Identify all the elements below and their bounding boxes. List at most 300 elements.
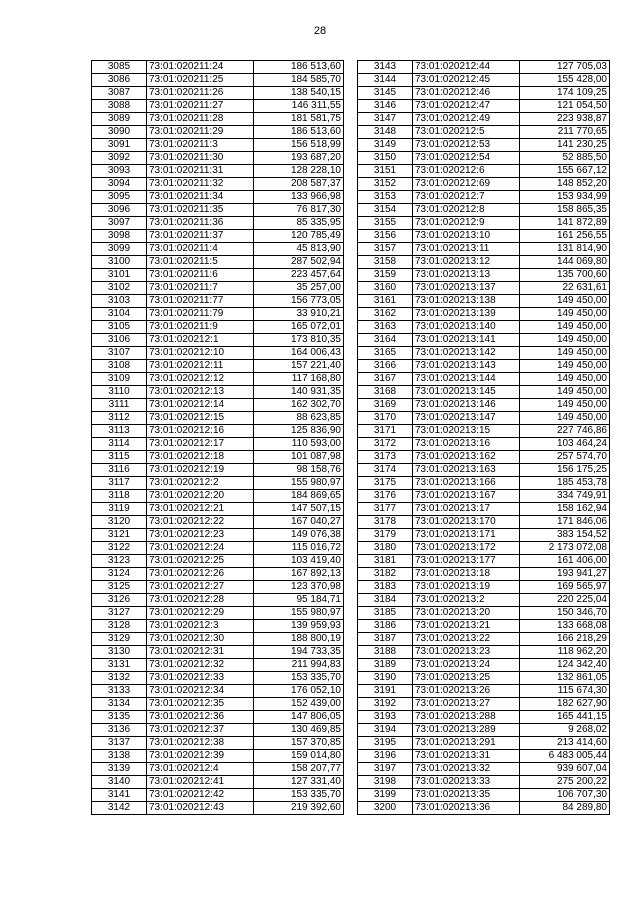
cadastral-number: 73:01:020213:167 bbox=[413, 490, 520, 503]
cadastral-number: 73:01:020213:26 bbox=[413, 685, 520, 698]
table-row bbox=[92, 672, 344, 685]
table-row bbox=[358, 672, 610, 685]
cadastral-value: 149 450,00 bbox=[520, 360, 610, 373]
table-row bbox=[358, 399, 610, 412]
cadastral-number: 73:01:020212:30 bbox=[147, 633, 254, 646]
table-row bbox=[92, 204, 344, 217]
cadastral-value: 213 414,60 bbox=[520, 737, 610, 750]
row-number: 3171 bbox=[358, 425, 413, 438]
table-row bbox=[92, 282, 344, 295]
cadastral-number: 73:01:020212:49 bbox=[413, 113, 520, 126]
table-row bbox=[358, 113, 610, 126]
cadastral-value: 147 806,05 bbox=[254, 711, 344, 724]
table-row bbox=[92, 607, 344, 620]
cadastral-number: 73:01:020213:142 bbox=[413, 347, 520, 360]
row-number: 3192 bbox=[358, 698, 413, 711]
registry-table-left bbox=[91, 60, 344, 815]
table-row bbox=[358, 282, 610, 295]
cadastral-value: 133 668,08 bbox=[520, 620, 610, 633]
table-row bbox=[358, 126, 610, 139]
cadastral-value: 227 746,86 bbox=[520, 425, 610, 438]
cadastral-value: 156 175,25 bbox=[520, 464, 610, 477]
table-row bbox=[92, 126, 344, 139]
row-number: 3175 bbox=[358, 477, 413, 490]
cadastral-number: 73:01:020213:24 bbox=[413, 659, 520, 672]
row-number: 3156 bbox=[358, 230, 413, 243]
cadastral-number: 73:01:020212:25 bbox=[147, 555, 254, 568]
cadastral-value: 182 627,90 bbox=[520, 698, 610, 711]
row-number: 3131 bbox=[92, 659, 147, 672]
cadastral-value: 101 087,98 bbox=[254, 451, 344, 464]
table-row bbox=[92, 269, 344, 282]
cadastral-number: 73:01:020212:12 bbox=[147, 373, 254, 386]
table-row bbox=[358, 724, 610, 737]
cadastral-value: 149 450,00 bbox=[520, 308, 610, 321]
table-row bbox=[92, 516, 344, 529]
row-number: 3086 bbox=[92, 74, 147, 87]
row-number: 3133 bbox=[92, 685, 147, 698]
cadastral-number: 73:01:020212:20 bbox=[147, 490, 254, 503]
cadastral-value: 132 861,05 bbox=[520, 672, 610, 685]
table-row bbox=[358, 295, 610, 308]
cadastral-number: 73:01:020213:177 bbox=[413, 555, 520, 568]
cadastral-number: 73:01:020213:21 bbox=[413, 620, 520, 633]
cadastral-value: 167 892,13 bbox=[254, 568, 344, 581]
cadastral-number: 73:01:020212:16 bbox=[147, 425, 254, 438]
row-number: 3126 bbox=[92, 594, 147, 607]
cadastral-number: 73:01:020211:9 bbox=[147, 321, 254, 334]
cadastral-number: 73:01:020212:46 bbox=[413, 87, 520, 100]
cadastral-number: 73:01:020211:34 bbox=[147, 191, 254, 204]
cadastral-value: 219 392,60 bbox=[254, 802, 344, 815]
cadastral-value: 149 450,00 bbox=[520, 295, 610, 308]
cadastral-value: 193 941,27 bbox=[520, 568, 610, 581]
cadastral-number: 73:01:020211:35 bbox=[147, 204, 254, 217]
cadastral-number: 73:01:020212:29 bbox=[147, 607, 254, 620]
cadastral-number: 73:01:020212:32 bbox=[147, 659, 254, 672]
table-row bbox=[358, 178, 610, 191]
cadastral-number: 73:01:020212:18 bbox=[147, 451, 254, 464]
row-number: 3139 bbox=[92, 763, 147, 776]
cadastral-value: 120 785,49 bbox=[254, 230, 344, 243]
row-number: 3111 bbox=[92, 399, 147, 412]
cadastral-number: 73:01:020213:16 bbox=[413, 438, 520, 451]
table-row bbox=[358, 763, 610, 776]
cadastral-number: 73:01:020211:4 bbox=[147, 243, 254, 256]
row-number: 3189 bbox=[358, 659, 413, 672]
table-row bbox=[92, 61, 344, 74]
table-row bbox=[358, 464, 610, 477]
row-number: 3193 bbox=[358, 711, 413, 724]
cadastral-number: 73:01:020213:11 bbox=[413, 243, 520, 256]
table-row bbox=[92, 321, 344, 334]
row-number: 3135 bbox=[92, 711, 147, 724]
cadastral-number: 73:01:020211:3 bbox=[147, 139, 254, 152]
table-row bbox=[358, 555, 610, 568]
row-number: 3153 bbox=[358, 191, 413, 204]
table-row bbox=[358, 191, 610, 204]
cadastral-number: 73:01:020212:7 bbox=[413, 191, 520, 204]
cadastral-number: 73:01:020213:172 bbox=[413, 542, 520, 555]
cadastral-number: 73:01:020212:42 bbox=[147, 789, 254, 802]
cadastral-number: 73:01:020212:10 bbox=[147, 347, 254, 360]
cadastral-number: 73:01:020213:25 bbox=[413, 672, 520, 685]
row-number: 3105 bbox=[92, 321, 147, 334]
row-number: 3093 bbox=[92, 165, 147, 178]
row-number: 3120 bbox=[92, 516, 147, 529]
row-number: 3112 bbox=[92, 412, 147, 425]
table-row bbox=[92, 100, 344, 113]
row-number: 3182 bbox=[358, 568, 413, 581]
table-row bbox=[92, 529, 344, 542]
cadastral-value: 157 370,85 bbox=[254, 737, 344, 750]
row-number: 3098 bbox=[92, 230, 147, 243]
table-row bbox=[92, 464, 344, 477]
cadastral-value: 156 773,05 bbox=[254, 295, 344, 308]
cadastral-value: 52 885,50 bbox=[520, 152, 610, 165]
cadastral-number: 73:01:020213:289 bbox=[413, 724, 520, 737]
cadastral-value: 176 052,10 bbox=[254, 685, 344, 698]
cadastral-value: 131 814,90 bbox=[520, 243, 610, 256]
table-row bbox=[92, 256, 344, 269]
row-number: 3125 bbox=[92, 581, 147, 594]
row-number: 3090 bbox=[92, 126, 147, 139]
cadastral-number: 73:01:020212:8 bbox=[413, 204, 520, 217]
row-number: 3180 bbox=[358, 542, 413, 555]
cadastral-value: 211 770,65 bbox=[520, 126, 610, 139]
table-row bbox=[92, 425, 344, 438]
table-row bbox=[358, 698, 610, 711]
cadastral-number: 73:01:020213:288 bbox=[413, 711, 520, 724]
row-number: 3110 bbox=[92, 386, 147, 399]
cadastral-number: 73:01:020213:143 bbox=[413, 360, 520, 373]
cadastral-value: 223 457,64 bbox=[254, 269, 344, 282]
row-number: 3181 bbox=[358, 555, 413, 568]
cadastral-value: 140 931,35 bbox=[254, 386, 344, 399]
cadastral-value: 138 540,15 bbox=[254, 87, 344, 100]
table-row bbox=[92, 139, 344, 152]
row-number: 3198 bbox=[358, 776, 413, 789]
row-number: 3164 bbox=[358, 334, 413, 347]
cadastral-value: 88 623,85 bbox=[254, 412, 344, 425]
cadastral-value: 158 207,77 bbox=[254, 763, 344, 776]
cadastral-number: 73:01:020213:162 bbox=[413, 451, 520, 464]
cadastral-number: 73:01:020212:45 bbox=[413, 74, 520, 87]
cadastral-number: 73:01:020211:31 bbox=[147, 165, 254, 178]
table-row bbox=[358, 711, 610, 724]
cadastral-number: 73:01:020211:29 bbox=[147, 126, 254, 139]
table-row bbox=[92, 698, 344, 711]
row-number: 3177 bbox=[358, 503, 413, 516]
row-number: 3100 bbox=[92, 256, 147, 269]
cadastral-number: 73:01:020213:141 bbox=[413, 334, 520, 347]
table-row bbox=[358, 516, 610, 529]
table-row bbox=[358, 87, 610, 100]
cadastral-value: 124 342,40 bbox=[520, 659, 610, 672]
cadastral-value: 275 200,22 bbox=[520, 776, 610, 789]
cadastral-number: 73:01:020211:25 bbox=[147, 74, 254, 87]
table-row bbox=[92, 633, 344, 646]
cadastral-value: 144 069,80 bbox=[520, 256, 610, 269]
cadastral-number: 73:01:020212:44 bbox=[413, 61, 520, 74]
cadastral-number: 73:01:020212:5 bbox=[413, 126, 520, 139]
cadastral-value: 186 513,60 bbox=[254, 126, 344, 139]
row-number: 3163 bbox=[358, 321, 413, 334]
table-row bbox=[92, 659, 344, 672]
row-number: 3157 bbox=[358, 243, 413, 256]
cadastral-number: 73:01:020213:12 bbox=[413, 256, 520, 269]
registry-table-right bbox=[357, 60, 610, 815]
cadastral-value: 125 836,90 bbox=[254, 425, 344, 438]
table-row bbox=[92, 555, 344, 568]
row-number: 3130 bbox=[92, 646, 147, 659]
cadastral-number: 73:01:020212:33 bbox=[147, 672, 254, 685]
table-row bbox=[358, 607, 610, 620]
table-row bbox=[92, 789, 344, 802]
cadastral-number: 73:01:020211:26 bbox=[147, 87, 254, 100]
table-row bbox=[92, 438, 344, 451]
page-number: 28 bbox=[313, 25, 327, 37]
row-number: 3145 bbox=[358, 87, 413, 100]
table-row bbox=[92, 568, 344, 581]
row-number: 3141 bbox=[92, 789, 147, 802]
cadastral-number: 73:01:020212:54 bbox=[413, 152, 520, 165]
table-row bbox=[358, 490, 610, 503]
cadastral-value: 155 667,12 bbox=[520, 165, 610, 178]
table-row bbox=[358, 685, 610, 698]
table-row bbox=[92, 724, 344, 737]
row-number: 3179 bbox=[358, 529, 413, 542]
cadastral-value: 334 749,91 bbox=[520, 490, 610, 503]
table-row bbox=[92, 386, 344, 399]
row-number: 3146 bbox=[358, 100, 413, 113]
table-row bbox=[358, 646, 610, 659]
row-number: 3123 bbox=[92, 555, 147, 568]
row-number: 3117 bbox=[92, 477, 147, 490]
cadastral-number: 73:01:020213:139 bbox=[413, 308, 520, 321]
cadastral-number: 73:01:020213:291 bbox=[413, 737, 520, 750]
cadastral-number: 73:01:020211:28 bbox=[147, 113, 254, 126]
cadastral-number: 73:01:020212:41 bbox=[147, 776, 254, 789]
row-number: 3148 bbox=[358, 126, 413, 139]
table-row bbox=[358, 438, 610, 451]
cadastral-value: 22 631,61 bbox=[520, 282, 610, 295]
table-row bbox=[358, 204, 610, 217]
table-row bbox=[358, 152, 610, 165]
row-number: 3160 bbox=[358, 282, 413, 295]
table-row bbox=[358, 321, 610, 334]
cadastral-value: 155 980,97 bbox=[254, 477, 344, 490]
cadastral-value: 158 162,94 bbox=[520, 503, 610, 516]
cadastral-value: 9 268,02 bbox=[520, 724, 610, 737]
table-row bbox=[358, 594, 610, 607]
row-number: 3200 bbox=[358, 802, 413, 815]
cadastral-value: 149 450,00 bbox=[520, 347, 610, 360]
table-row bbox=[358, 373, 610, 386]
cadastral-value: 115 674,30 bbox=[520, 685, 610, 698]
cadastral-value: 150 346,70 bbox=[520, 607, 610, 620]
table-row bbox=[92, 217, 344, 230]
cadastral-value: 194 733,35 bbox=[254, 646, 344, 659]
row-number: 3140 bbox=[92, 776, 147, 789]
table-row bbox=[358, 659, 610, 672]
cadastral-value: 6 483 005,44 bbox=[520, 750, 610, 763]
table-row bbox=[358, 620, 610, 633]
row-number: 3096 bbox=[92, 204, 147, 217]
row-number: 3134 bbox=[92, 698, 147, 711]
table-row bbox=[358, 217, 610, 230]
cadastral-value: 211 994,83 bbox=[254, 659, 344, 672]
cadastral-number: 73:01:020211:6 bbox=[147, 269, 254, 282]
table-row bbox=[358, 386, 610, 399]
cadastral-value: 135 700,60 bbox=[520, 269, 610, 282]
table-row bbox=[358, 581, 610, 594]
cadastral-number: 73:01:020213:144 bbox=[413, 373, 520, 386]
cadastral-number: 73:01:020212:31 bbox=[147, 646, 254, 659]
table-row bbox=[358, 568, 610, 581]
cadastral-number: 73:01:020213:27 bbox=[413, 698, 520, 711]
row-number: 3118 bbox=[92, 490, 147, 503]
table-row bbox=[92, 763, 344, 776]
cadastral-value: 123 370,98 bbox=[254, 581, 344, 594]
cadastral-value: 939 607,04 bbox=[520, 763, 610, 776]
cadastral-value: 184 869,65 bbox=[254, 490, 344, 503]
row-number: 3185 bbox=[358, 607, 413, 620]
row-number: 3089 bbox=[92, 113, 147, 126]
table-row bbox=[92, 542, 344, 555]
row-number: 3103 bbox=[92, 295, 147, 308]
table-row bbox=[92, 776, 344, 789]
cadastral-number: 73:01:020212:28 bbox=[147, 594, 254, 607]
table-row bbox=[92, 152, 344, 165]
cadastral-value: 121 054,50 bbox=[520, 100, 610, 113]
cadastral-number: 73:01:020212:53 bbox=[413, 139, 520, 152]
row-number: 3092 bbox=[92, 152, 147, 165]
cadastral-value: 152 439,00 bbox=[254, 698, 344, 711]
cadastral-value: 165 072,01 bbox=[254, 321, 344, 334]
row-number: 3172 bbox=[358, 438, 413, 451]
cadastral-number: 73:01:020211:7 bbox=[147, 282, 254, 295]
cadastral-value: 149 450,00 bbox=[520, 373, 610, 386]
row-number: 3169 bbox=[358, 399, 413, 412]
row-number: 3116 bbox=[92, 464, 147, 477]
row-number: 3162 bbox=[358, 308, 413, 321]
row-number: 3097 bbox=[92, 217, 147, 230]
cadastral-value: 141 230,25 bbox=[520, 139, 610, 152]
cadastral-number: 73:01:020212:3 bbox=[147, 620, 254, 633]
table-row bbox=[92, 334, 344, 347]
cadastral-number: 73:01:020213:140 bbox=[413, 321, 520, 334]
row-number: 3155 bbox=[358, 217, 413, 230]
cadastral-number: 73:01:020212:6 bbox=[413, 165, 520, 178]
table-row bbox=[92, 451, 344, 464]
table-row bbox=[92, 685, 344, 698]
cadastral-value: 185 453,78 bbox=[520, 477, 610, 490]
table-row bbox=[92, 373, 344, 386]
cadastral-value: 188 800,19 bbox=[254, 633, 344, 646]
row-number: 3173 bbox=[358, 451, 413, 464]
cadastral-value: 110 593,00 bbox=[254, 438, 344, 451]
row-number: 3106 bbox=[92, 334, 147, 347]
cadastral-number: 73:01:020212:15 bbox=[147, 412, 254, 425]
cadastral-value: 103 419,40 bbox=[254, 555, 344, 568]
table-row bbox=[358, 360, 610, 373]
cadastral-value: 169 565,97 bbox=[520, 581, 610, 594]
cadastral-number: 73:01:020212:2 bbox=[147, 477, 254, 490]
row-number: 3099 bbox=[92, 243, 147, 256]
cadastral-value: 35 257,00 bbox=[254, 282, 344, 295]
table-row bbox=[358, 243, 610, 256]
cadastral-number: 73:01:020212:9 bbox=[413, 217, 520, 230]
cadastral-value: 161 406,00 bbox=[520, 555, 610, 568]
cadastral-number: 73:01:020212:23 bbox=[147, 529, 254, 542]
cadastral-value: 147 507,15 bbox=[254, 503, 344, 516]
cadastral-number: 73:01:020212:11 bbox=[147, 360, 254, 373]
cadastral-number: 73:01:020213:17 bbox=[413, 503, 520, 516]
cadastral-value: 383 154,52 bbox=[520, 529, 610, 542]
cadastral-number: 73:01:020213:145 bbox=[413, 386, 520, 399]
row-number: 3132 bbox=[92, 672, 147, 685]
row-number: 3137 bbox=[92, 737, 147, 750]
row-number: 3128 bbox=[92, 620, 147, 633]
cadastral-number: 73:01:020213:10 bbox=[413, 230, 520, 243]
cadastral-value: 149 450,00 bbox=[520, 386, 610, 399]
cadastral-number: 73:01:020213:2 bbox=[413, 594, 520, 607]
cadastral-number: 73:01:020211:27 bbox=[147, 100, 254, 113]
cadastral-value: 181 581,75 bbox=[254, 113, 344, 126]
table-row bbox=[358, 802, 610, 815]
cadastral-value: 174 109,25 bbox=[520, 87, 610, 100]
table-row bbox=[358, 477, 610, 490]
cadastral-value: 2 173 072,08 bbox=[520, 542, 610, 555]
cadastral-value: 155 980,97 bbox=[254, 607, 344, 620]
cadastral-number: 73:01:020212:38 bbox=[147, 737, 254, 750]
table-row bbox=[92, 399, 344, 412]
cadastral-value: 223 938,87 bbox=[520, 113, 610, 126]
cadastral-number: 73:01:020212:13 bbox=[147, 386, 254, 399]
table-row bbox=[92, 737, 344, 750]
cadastral-number: 73:01:020211:79 bbox=[147, 308, 254, 321]
table-row bbox=[92, 191, 344, 204]
row-number: 3186 bbox=[358, 620, 413, 633]
row-number: 3188 bbox=[358, 646, 413, 659]
table-row bbox=[92, 74, 344, 87]
table-row bbox=[92, 360, 344, 373]
row-number: 3176 bbox=[358, 490, 413, 503]
cadastral-value: 98 158,76 bbox=[254, 464, 344, 477]
table-row bbox=[358, 256, 610, 269]
row-number: 3102 bbox=[92, 282, 147, 295]
cadastral-value: 127 705,03 bbox=[520, 61, 610, 74]
cadastral-number: 73:01:020212:39 bbox=[147, 750, 254, 763]
cadastral-number: 73:01:020212:4 bbox=[147, 763, 254, 776]
table-row bbox=[358, 789, 610, 802]
table-row bbox=[92, 750, 344, 763]
row-number: 3194 bbox=[358, 724, 413, 737]
cadastral-number: 73:01:020213:33 bbox=[413, 776, 520, 789]
row-number: 3108 bbox=[92, 360, 147, 373]
cadastral-number: 73:01:020212:36 bbox=[147, 711, 254, 724]
table-row bbox=[92, 802, 344, 815]
row-number: 3085 bbox=[92, 61, 147, 74]
row-number: 3167 bbox=[358, 373, 413, 386]
cadastral-number: 73:01:020212:1 bbox=[147, 334, 254, 347]
row-number: 3159 bbox=[358, 269, 413, 282]
cadastral-value: 220 225,04 bbox=[520, 594, 610, 607]
table-row bbox=[358, 542, 610, 555]
row-number: 3121 bbox=[92, 529, 147, 542]
cadastral-value: 155 428,00 bbox=[520, 74, 610, 87]
